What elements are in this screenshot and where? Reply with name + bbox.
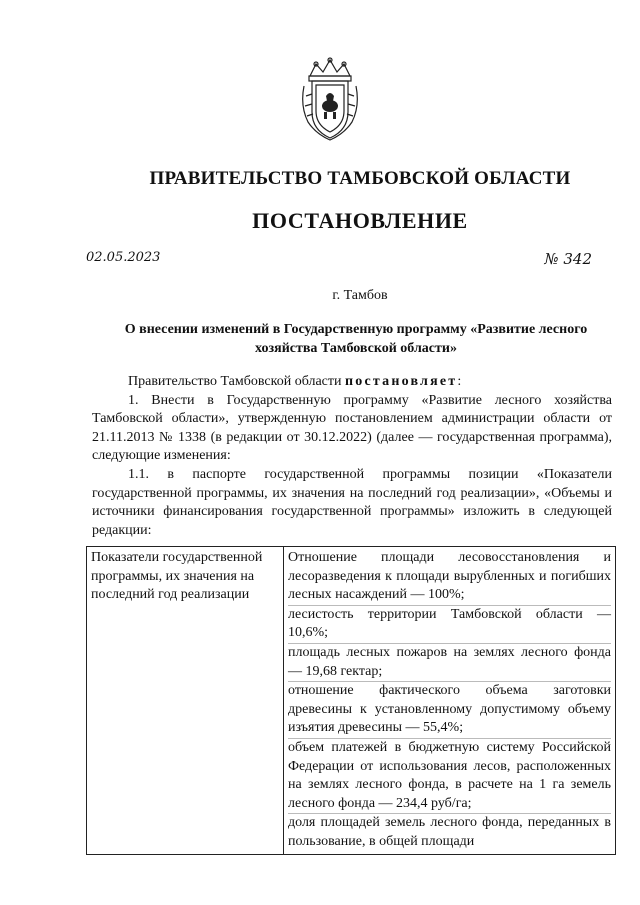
coat-of-arms-icon (296, 56, 364, 142)
preamble-colon: : (457, 374, 462, 389)
table-left-cell: Показатели государственной программы, их значения на последний год реализации (87, 547, 284, 855)
document-subject: О внесении изменений в Государственную программу «Развитие лесного хозяйства Тамбовской области» (124, 322, 588, 356)
indicator-item: доля площадей земель лесного фонда, переданных в пользование, в общей площади (288, 815, 611, 849)
preamble-emphasis: постановляет (345, 374, 458, 389)
indicator-item: лесистость территории Тамбовской области — 10,6%; (288, 606, 611, 644)
indicator-item: площадь лесных пожаров на землях лесного фонда — 19,68 гектар; (288, 644, 611, 682)
document-body (92, 373, 612, 540)
table-right-cell (284, 547, 616, 855)
table-row (87, 547, 616, 855)
document-type: ПОСТАНОВЛЕНИЕ (252, 208, 468, 233)
indicator-item: объем платежей в бюджетную систему Российской Федерации от использования лесов, расположенных на землях лесного фонда, в расчете на 1 га земель лесного фонда — 234,4 руб/га; (288, 739, 611, 814)
preamble-text: Правительство Тамбовской области (128, 374, 345, 389)
indicators-table (86, 546, 616, 855)
indicator-item: Отношение площади лесовосстановления и лесоразведения к площади вырубленных и погибших лесных насаждений — 100%; (288, 549, 611, 606)
indicator-item: отношение фактического объема заготовки древесины к установленному допустимому объему изъятия древесины — 55,4%; (288, 682, 611, 739)
document-number: № 342 (544, 250, 592, 268)
paragraph-1: 1. Внести в Государственную программу «Развитие лесного хозяйства Тамбовской области», утвержденную постановлением администрации области от 21.11.2013 № 1338 (в редакции от 30.12.2022) (далее — государственная программа), следующие изменения: (92, 392, 612, 464)
paragraph-1-1: 1.1. в паспорте государственной программы позиции «Показатели государственной программы, их значения на последний год реализации», «Объемы и источники финансирования государственной программы» изложить в следующей редакции: (92, 466, 612, 538)
government-title: ПРАВИТЕЛЬСТВО ТАМБОВСКОЙ ОБЛАСТИ (149, 168, 571, 189)
preamble (92, 373, 612, 392)
document-date: 02.05.2023 (86, 250, 161, 265)
document-city: г. Тамбов (332, 288, 388, 303)
